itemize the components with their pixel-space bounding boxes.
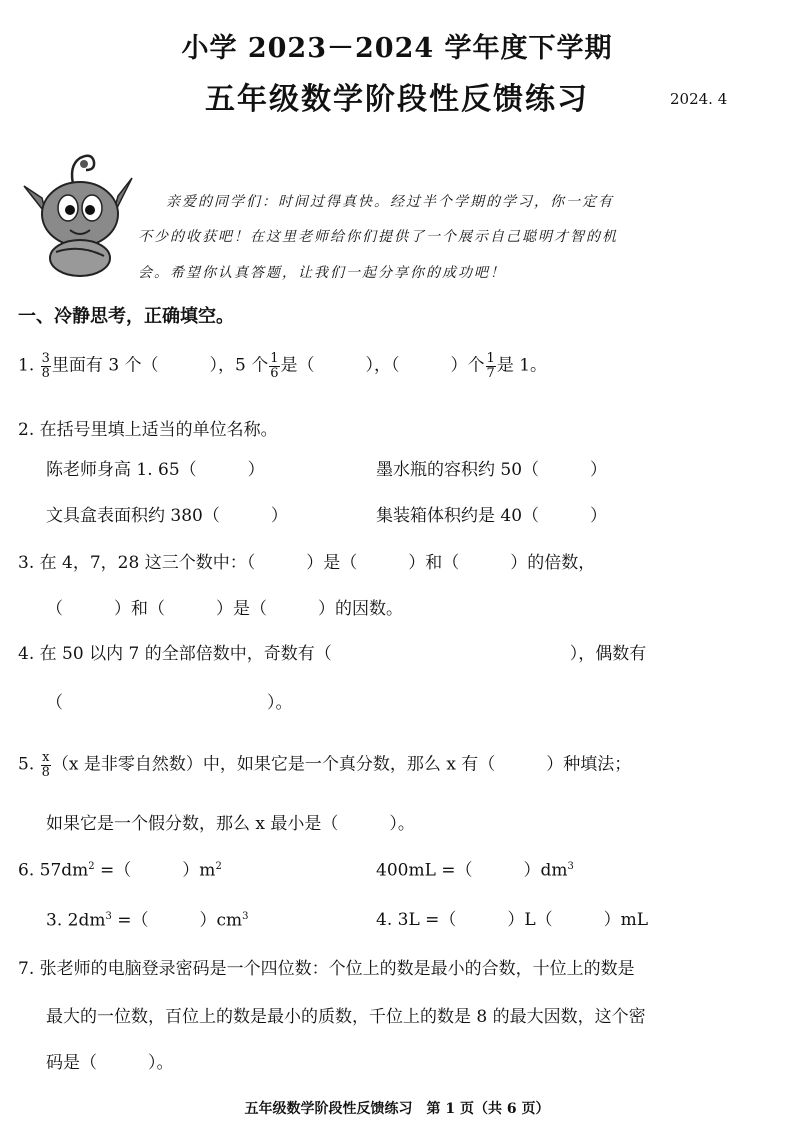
question-number: 7. xyxy=(18,959,35,979)
numerator: 3 xyxy=(41,351,50,366)
question-1 xyxy=(18,352,547,380)
q6-item-a-tail: =（ ）m xyxy=(94,860,216,881)
q6-item-a: 57dm xyxy=(39,860,89,881)
q5-line-2: 如果它是一个假分数，那么 x 最小是（ ）。 xyxy=(46,814,415,834)
question-number: 5. xyxy=(18,754,35,775)
q7-line-2: 最大的一位数，百位上的数是最小的质数，千位上的数是 8 的最大因数，这个密 xyxy=(46,1007,646,1027)
q6-item-c-tail: =（ ）cm xyxy=(111,910,243,931)
question-6 xyxy=(18,862,222,880)
intro-line-1: 亲爱的同学们：时间过得真快。经过半个学期的学习，你一定有 xyxy=(166,194,614,210)
question-number: 3. xyxy=(18,553,35,573)
q6-item-d: 4. 3L =（ ）L（ ）mL xyxy=(376,910,649,930)
fraction xyxy=(486,352,496,380)
intro-line-2: 不少的收获吧！在这里老师给你们提供了一个展示自己聪明才智的机 xyxy=(138,229,618,245)
title-line-1: 小学 2023－2024 学年度下学期 xyxy=(181,33,613,64)
exponent: 2 xyxy=(215,861,222,872)
question-3 xyxy=(18,555,595,572)
page-footer: 五年级数学阶段性反馈练习 第 1 页（共 6 页） xyxy=(244,1101,550,1117)
exponent: 3 xyxy=(242,911,249,922)
question-4 xyxy=(18,646,646,663)
question-2 xyxy=(18,422,278,439)
numerator: 1 xyxy=(270,351,279,366)
denominator: 6 xyxy=(270,365,279,381)
question-text: 是（ ），（ ）个 xyxy=(280,355,485,376)
mascot-illustration xyxy=(22,148,134,280)
question-text: 张老师的电脑登录密码是一个四位数：个位上的数是最小的合数，十位上的数是 xyxy=(39,959,635,979)
title-line-2: 五年级数学阶段性反馈练习 xyxy=(205,82,589,117)
q6-item-c-text: 3. 2dm xyxy=(46,910,106,931)
q6-item-b xyxy=(376,862,574,880)
fraction xyxy=(41,352,51,380)
question-text: 在 4，7，28 这三个数中：（ ）是（ ）和（ ）的倍数， xyxy=(39,553,596,573)
exponent: 2 xyxy=(88,861,95,872)
question-5 xyxy=(18,751,631,779)
q6-item-c xyxy=(46,912,249,930)
exponent: 3 xyxy=(567,861,574,872)
numerator: 1 xyxy=(486,351,495,366)
denominator: 8 xyxy=(41,365,50,381)
section-1-title: 一、冷静思考，正确填空。 xyxy=(18,306,234,327)
question-number: 1. xyxy=(18,355,35,376)
question-text: 里面有 3 个（ ），5 个 xyxy=(51,355,269,376)
q4-line-2: （ ）。 xyxy=(46,693,293,713)
question-text: 在 50 以内 7 的全部倍数中，奇数有（ ），偶数有 xyxy=(39,644,647,664)
question-text: （x 是非零自然数）中，如果它是一个真分数，那么 x 有（ ）种填法； xyxy=(51,754,632,775)
numerator: x xyxy=(42,750,50,765)
exam-date: 2024. 4 xyxy=(670,90,728,108)
intro-line-3: 会。希望你认真答题，让我们一起分享你的成功吧！ xyxy=(138,265,506,281)
question-number: 4. xyxy=(18,644,35,664)
denominator: 7 xyxy=(486,365,495,381)
question-number: 2. xyxy=(18,420,35,440)
q2-item-a: 陈老师身高 1. 65（ ） xyxy=(46,460,265,480)
q2-item-b: 墨水瓶的容积约 50（ ） xyxy=(376,460,608,480)
q2-item-c: 文具盒表面积约 380（ ） xyxy=(46,506,288,526)
denominator: 8 xyxy=(41,764,50,780)
question-number: 6. xyxy=(18,860,35,881)
q6-item-b-text: 400mL =（ ）dm xyxy=(376,860,568,881)
q3-line-2: （ ）和（ ）是（ ）的因数。 xyxy=(46,599,403,619)
fraction xyxy=(269,352,279,380)
q7-line-3: 码是（ ）。 xyxy=(46,1053,174,1073)
fraction xyxy=(41,751,51,779)
exponent: 3 xyxy=(105,911,112,922)
question-7 xyxy=(18,961,635,978)
q2-item-d: 集装箱体积约是 40（ ） xyxy=(376,506,608,526)
question-text: 是 1。 xyxy=(496,355,548,376)
question-text: 在括号里填上适当的单位名称。 xyxy=(39,420,278,440)
